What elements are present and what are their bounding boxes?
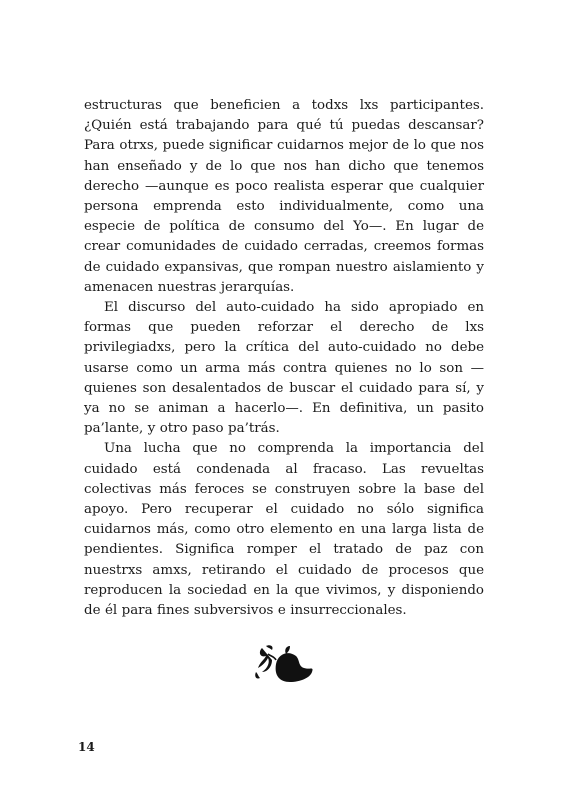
page-number: 14 <box>78 740 95 754</box>
botanical-ornament-icon <box>252 642 316 686</box>
paragraph: Una lucha que no comprenda la importancia del cuidado está condenada al fracaso. Las revueltas colectivas más feroces se construyen sobre la base del apoyo. Pero recuperar el cuidado no sólo significa cuidarnos más, como otro elemento en una larga lista de pendientes. Significa romper el tratado de paz con nuestrxs amxs, retirando el cuidado de procesos que reproducen la sociedad en la que vivimos, y disponiendo de él para fines subversivos e insurreccionales. <box>84 441 484 619</box>
paragraph: El discurso del auto-cuidado ha sido apropiado en formas que pueden reforzar el derecho de lxs privilegiadxs, pero la crítica del auto-cuidado no debe usarse como un arma más contra quienes no lo son —quienes son desalentados de buscar el cuidado para sí, y ya no se animan a hacerlo—. En definitiva, un pasito pa’lante, y otro paso pa’trás. <box>84 300 484 437</box>
paragraph: estructuras que beneficien a todxs lxs participantes. ¿Quién está trabajando para qué tú puedas descansar? Para otrxs, puede significar cuidarnos mejor de lo que nos han enseñado y de lo que nos han dicho que tenemos derecho —aunque es poco realista esperar que cualquier persona emprenda esto individualmente, como una especie de política de consumo del Yo—. En lugar de crear comunidades de cuidado cerradas, creemos formas de cuidado expansivas, que rompan nuestro aislamiento y amenacen nuestras jerarquías. <box>84 98 484 295</box>
body-text <box>84 96 484 621</box>
